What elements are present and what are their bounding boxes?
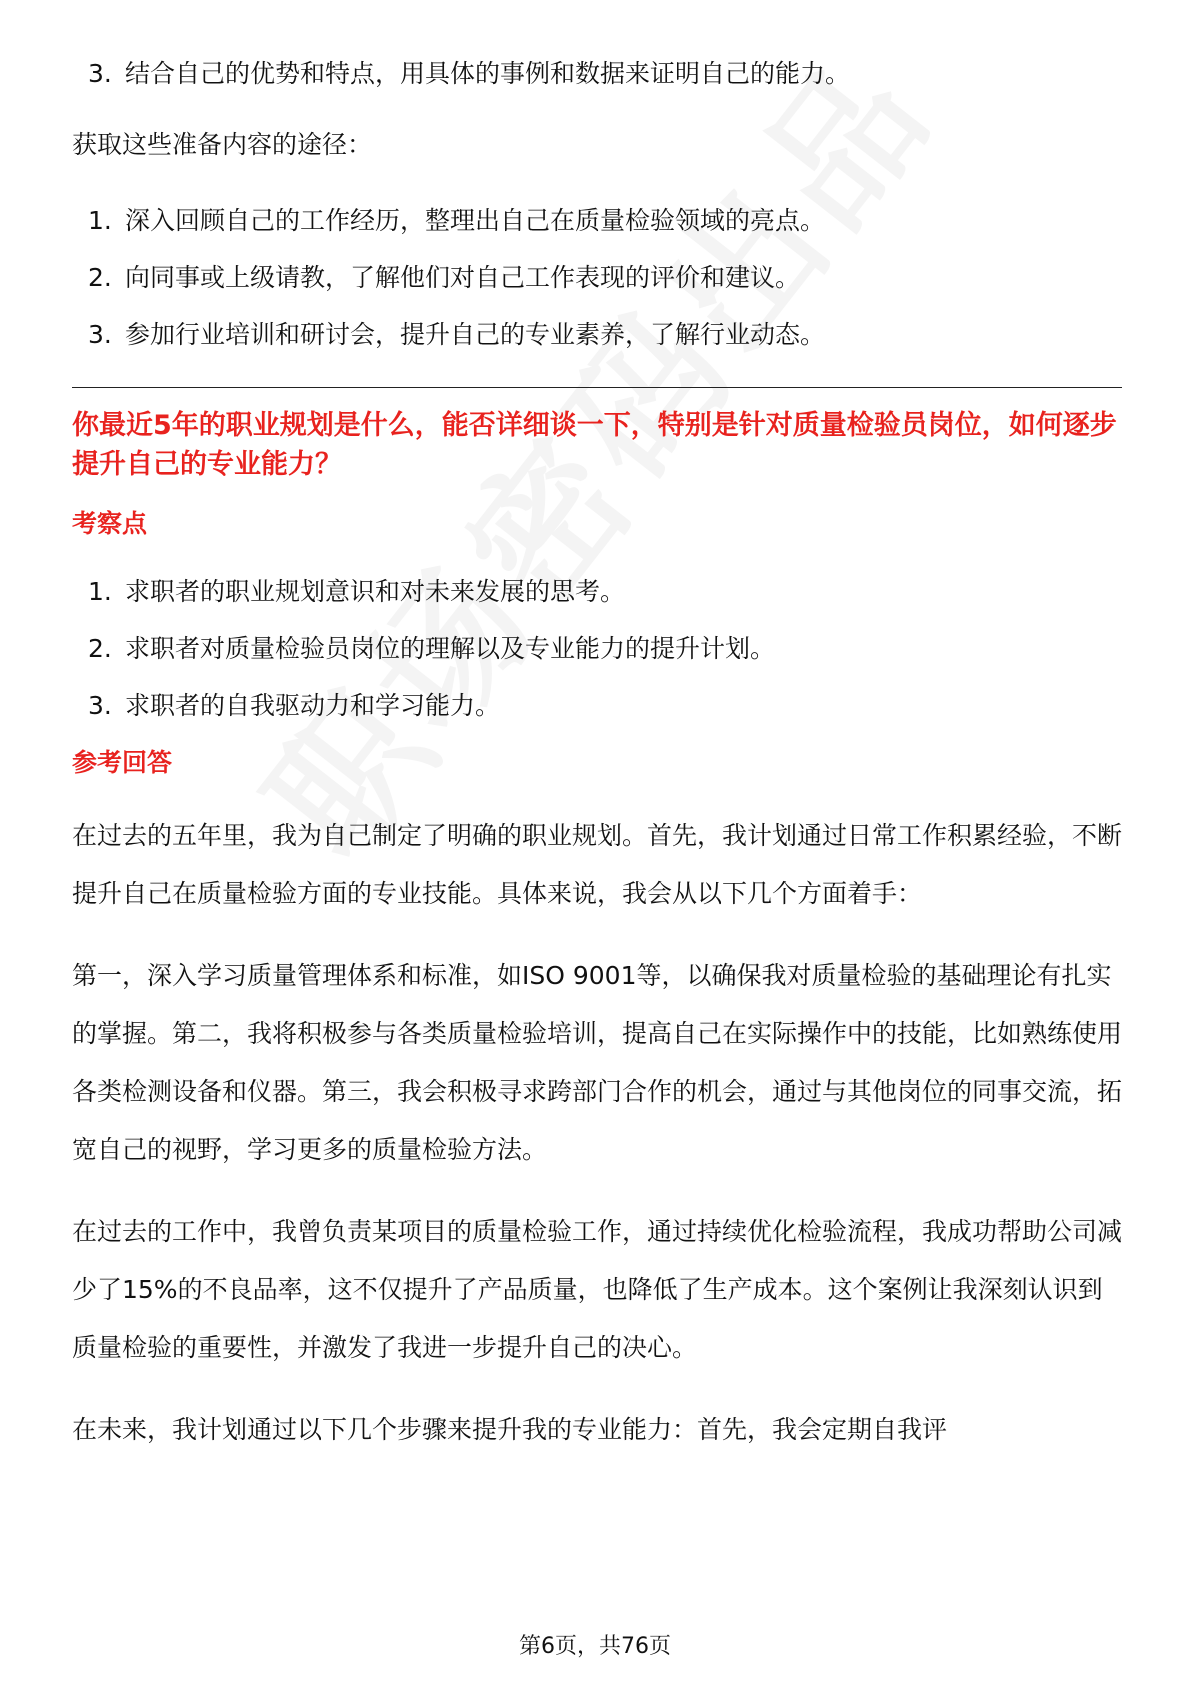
list-text: 向同事或上级请教，了解他们对自己工作表现的评价和建议。 <box>125 263 801 292</box>
list-item <box>72 631 1122 667</box>
list-number: 1. <box>88 577 112 606</box>
answer-paragraph: 在过去的工作中，我曾负责某项目的质量检验工作，通过持续优化检验流程，我成功帮助公司减少了15%的不良品率，这不仅提升了产品质量，也降低了生产成本。这个案例让我深刻认识到质量检验的重要性，并激发了我进一步提升自己的决心。 <box>72 1217 1123 1362</box>
answer-paragraph: 在过去的五年里，我为自己制定了明确的职业规划。首先，我计划通过日常工作积累经验，不断提升自己在质量检验方面的专业技能。具体来说，我会从以下几个方面着手： <box>72 821 1123 908</box>
list-item <box>72 203 1122 239</box>
list-number: 2. <box>88 263 112 292</box>
list-text: 求职者的职业规划意识和对未来发展的思考。 <box>125 577 626 606</box>
answer-heading: 参考回答 <box>72 748 173 777</box>
list-number: 3. <box>88 320 112 349</box>
list-number: 1. <box>88 206 112 235</box>
list-item <box>72 574 1122 610</box>
list-number: 2. <box>88 634 112 663</box>
list-item <box>72 688 1122 724</box>
list-text: 深入回顾自己的工作经历，整理出自己在质量检验领域的亮点。 <box>125 206 826 235</box>
list-item <box>72 260 1122 296</box>
ways-intro: 获取这些准备内容的途径： <box>72 130 373 159</box>
list-text: 结合自己的优势和特点，用具体的事例和数据来证明自己的能力。 <box>125 59 851 88</box>
section-divider <box>72 387 1122 388</box>
page-footer: 第6页，共76页 <box>519 1634 671 1659</box>
exam-points-heading: 考察点 <box>72 509 148 538</box>
answer-paragraph: 在未来，我计划通过以下几个步骤来提升我的专业能力：首先，我会定期自我评 <box>72 1415 948 1444</box>
answer-paragraph: 第一，深入学习质量管理体系和标准，如ISO 9001等，以确保我对质量检验的基础理论有扎实的掌握。第二，我将积极参与各类质量检验培训，提高自己在实际操作中的技能，比如熟练使用各类检测设备和仪器。第三，我会积极寻求跨部门合作的机会，通过与其他岗位的同事交流，拓宽自己的视野，学习更多的质量检验方法。 <box>72 961 1123 1164</box>
list-text: 求职者对质量检验员岗位的理解以及专业能力的提升计划。 <box>125 634 776 663</box>
list-number: 3. <box>88 59 112 88</box>
list-text: 参加行业培训和研讨会，提升自己的专业素养，了解行业动态。 <box>125 320 826 349</box>
previous-list <box>72 56 1122 92</box>
list-text: 求职者的自我驱动力和学习能力。 <box>125 691 501 720</box>
list-number: 3. <box>88 691 112 720</box>
question-heading: 你最近5年的职业规划是什么，能否详细谈一下，特别是针对质量检验员岗位，如何逐步提升自己的专业能力？ <box>72 410 1117 480</box>
ways-list <box>72 203 1122 353</box>
list-item <box>72 317 1122 353</box>
exam-points-list <box>72 574 1122 724</box>
list-item <box>72 56 1122 92</box>
content <box>72 56 1122 1459</box>
